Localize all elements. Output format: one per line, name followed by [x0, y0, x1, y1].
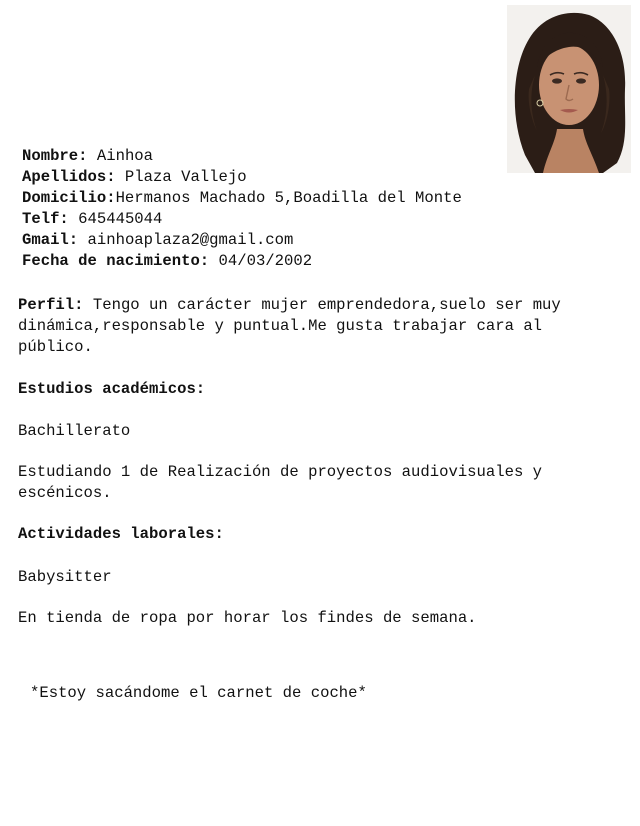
phone-label: Telf: — [22, 210, 69, 228]
name-value: Ainhoa — [87, 147, 154, 165]
work-item: En tienda de ropa por horar los findes de semana. — [18, 609, 477, 627]
address-value: Hermanos Machado 5,Boadilla del Monte — [115, 189, 462, 207]
birthdate-value: 04/03/2002 — [209, 252, 313, 270]
surname-line — [22, 167, 247, 187]
address-label: Domicilio: — [22, 189, 116, 207]
profile-label: Perfil: — [18, 296, 84, 314]
birthdate-line — [22, 251, 312, 271]
phone-line — [22, 209, 162, 229]
studies-heading: Estudios académicos: — [18, 380, 206, 398]
email-value: ainhoaplaza2@gmail.com — [78, 231, 294, 249]
portrait-image — [507, 5, 631, 173]
phone-value: 645445044 — [68, 210, 163, 228]
email-label: Gmail: — [22, 231, 79, 249]
study-item: Estudiando 1 de Realización de proyectos audiovisuales y escénicos. — [18, 463, 543, 502]
address-line — [22, 188, 462, 208]
surname-label: Apellidos: — [22, 168, 116, 186]
surname-value: Plaza Vallejo — [115, 168, 247, 186]
driving-license-note: *Estoy sacándome el carnet de coche* — [30, 684, 367, 702]
name-label: Nombre: — [22, 147, 88, 165]
study-item: Bachillerato — [18, 422, 131, 440]
work-heading: Actividades laborales: — [18, 525, 224, 543]
work-item: Babysitter — [18, 568, 112, 586]
profile-paragraph — [18, 295, 622, 358]
profile-photo — [507, 5, 631, 173]
email-line — [22, 230, 293, 250]
name-line — [22, 146, 153, 166]
profile-text: Tengo un carácter mujer emprendedora,suelo ser muy dinámica,responsable y puntual.Me gusta trabajar cara al público. — [18, 296, 561, 356]
birthdate-label: Fecha de nacimiento: — [22, 252, 210, 270]
